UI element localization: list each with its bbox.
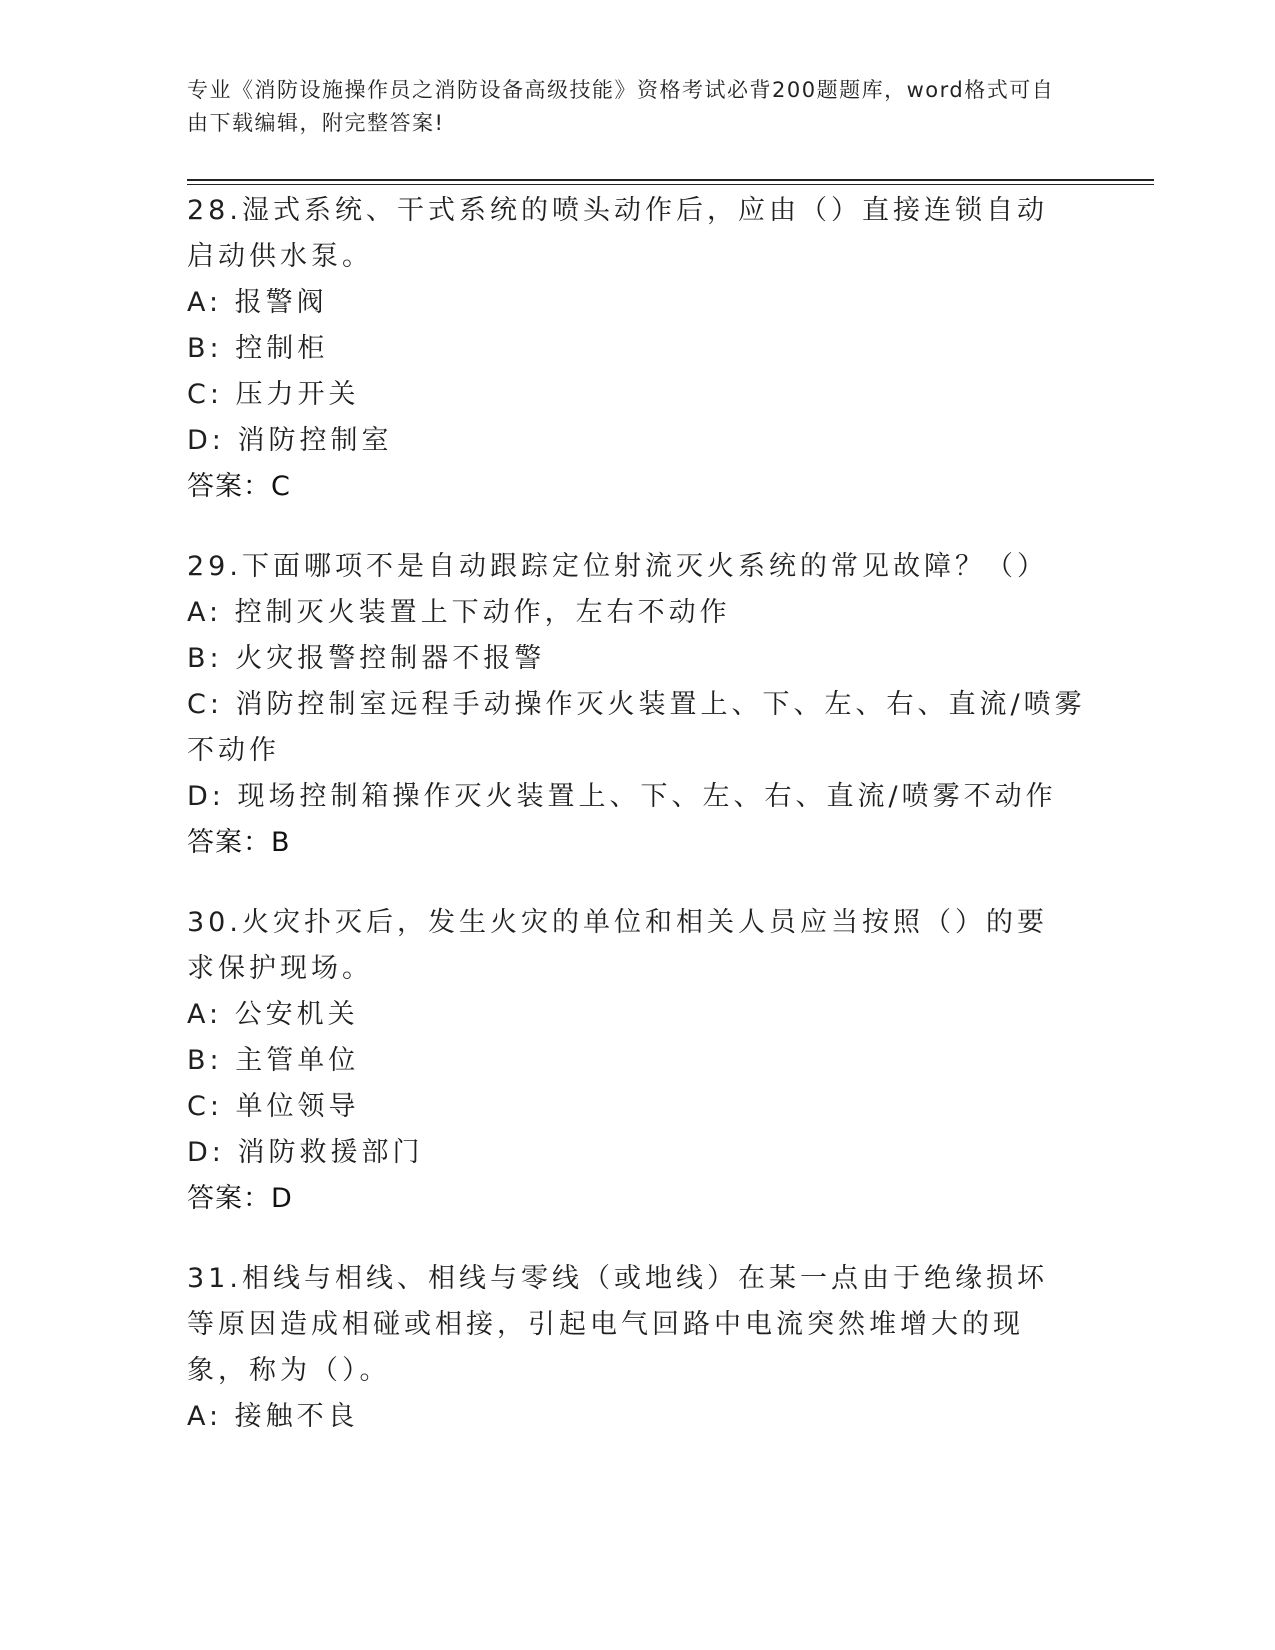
answer-option: B: 火灾报警控制器不报警 bbox=[187, 643, 546, 674]
answer-option: A: 报警阀 bbox=[187, 287, 328, 318]
answer-key: 答案：C bbox=[187, 471, 291, 502]
question-block bbox=[187, 188, 1087, 510]
header-divider-thin bbox=[187, 184, 1154, 185]
answer-option: D: 消防救援部门 bbox=[187, 1137, 424, 1168]
answer-option: C: 压力开关 bbox=[187, 379, 360, 410]
header-divider-thick bbox=[187, 179, 1154, 181]
answer-option: A: 接触不良 bbox=[187, 1401, 359, 1432]
answer-key: 答案：B bbox=[187, 827, 291, 858]
question-block bbox=[187, 1256, 1087, 1440]
answer-option: A: 控制灭火装置上下动作，左右不动作 bbox=[187, 597, 731, 628]
answer-option: A: 公安机关 bbox=[187, 999, 359, 1030]
answer-key: 答案：D bbox=[187, 1183, 293, 1214]
answer-option: C: 消防控制室远程手动操作灭火装置上、下、左、右、直流/喷雾不动作 bbox=[187, 689, 1086, 766]
question-stem: 30.火灾扑灭后，发生火灾的单位和相关人员应当按照（）的要求保护现场。 bbox=[187, 907, 1048, 984]
question-stem: 29.下面哪项不是自动跟踪定位射流灭火系统的常见故障？（） bbox=[187, 551, 1048, 582]
answer-option: C: 单位领导 bbox=[187, 1091, 360, 1122]
question-stem: 28.湿式系统、干式系统的喷头动作后，应由（）直接连锁自动启动供水泵。 bbox=[187, 195, 1048, 272]
question-stem: 31.相线与相线、相线与零线（或地线）在某一点由于绝缘损坏等原因造成相碰或相接，引起电气回路中电流突然堆增大的现象，称为（）。 bbox=[187, 1263, 1048, 1386]
answer-option: D: 消防控制室 bbox=[187, 425, 393, 456]
answer-option: B: 控制柜 bbox=[187, 333, 329, 364]
question-list bbox=[187, 188, 1087, 1474]
question-block bbox=[187, 900, 1087, 1222]
question-block bbox=[187, 544, 1087, 866]
answer-option: D: 现场控制箱操作灭火装置上、下、左、右、直流/喷雾不动作 bbox=[187, 781, 1057, 812]
answer-option: B: 主管单位 bbox=[187, 1045, 360, 1076]
document-header: 专业《消防设施操作员之消防设备高级技能》资格考试必背200题题库，word格式可自由下载编辑，附完整答案! bbox=[187, 78, 1055, 135]
